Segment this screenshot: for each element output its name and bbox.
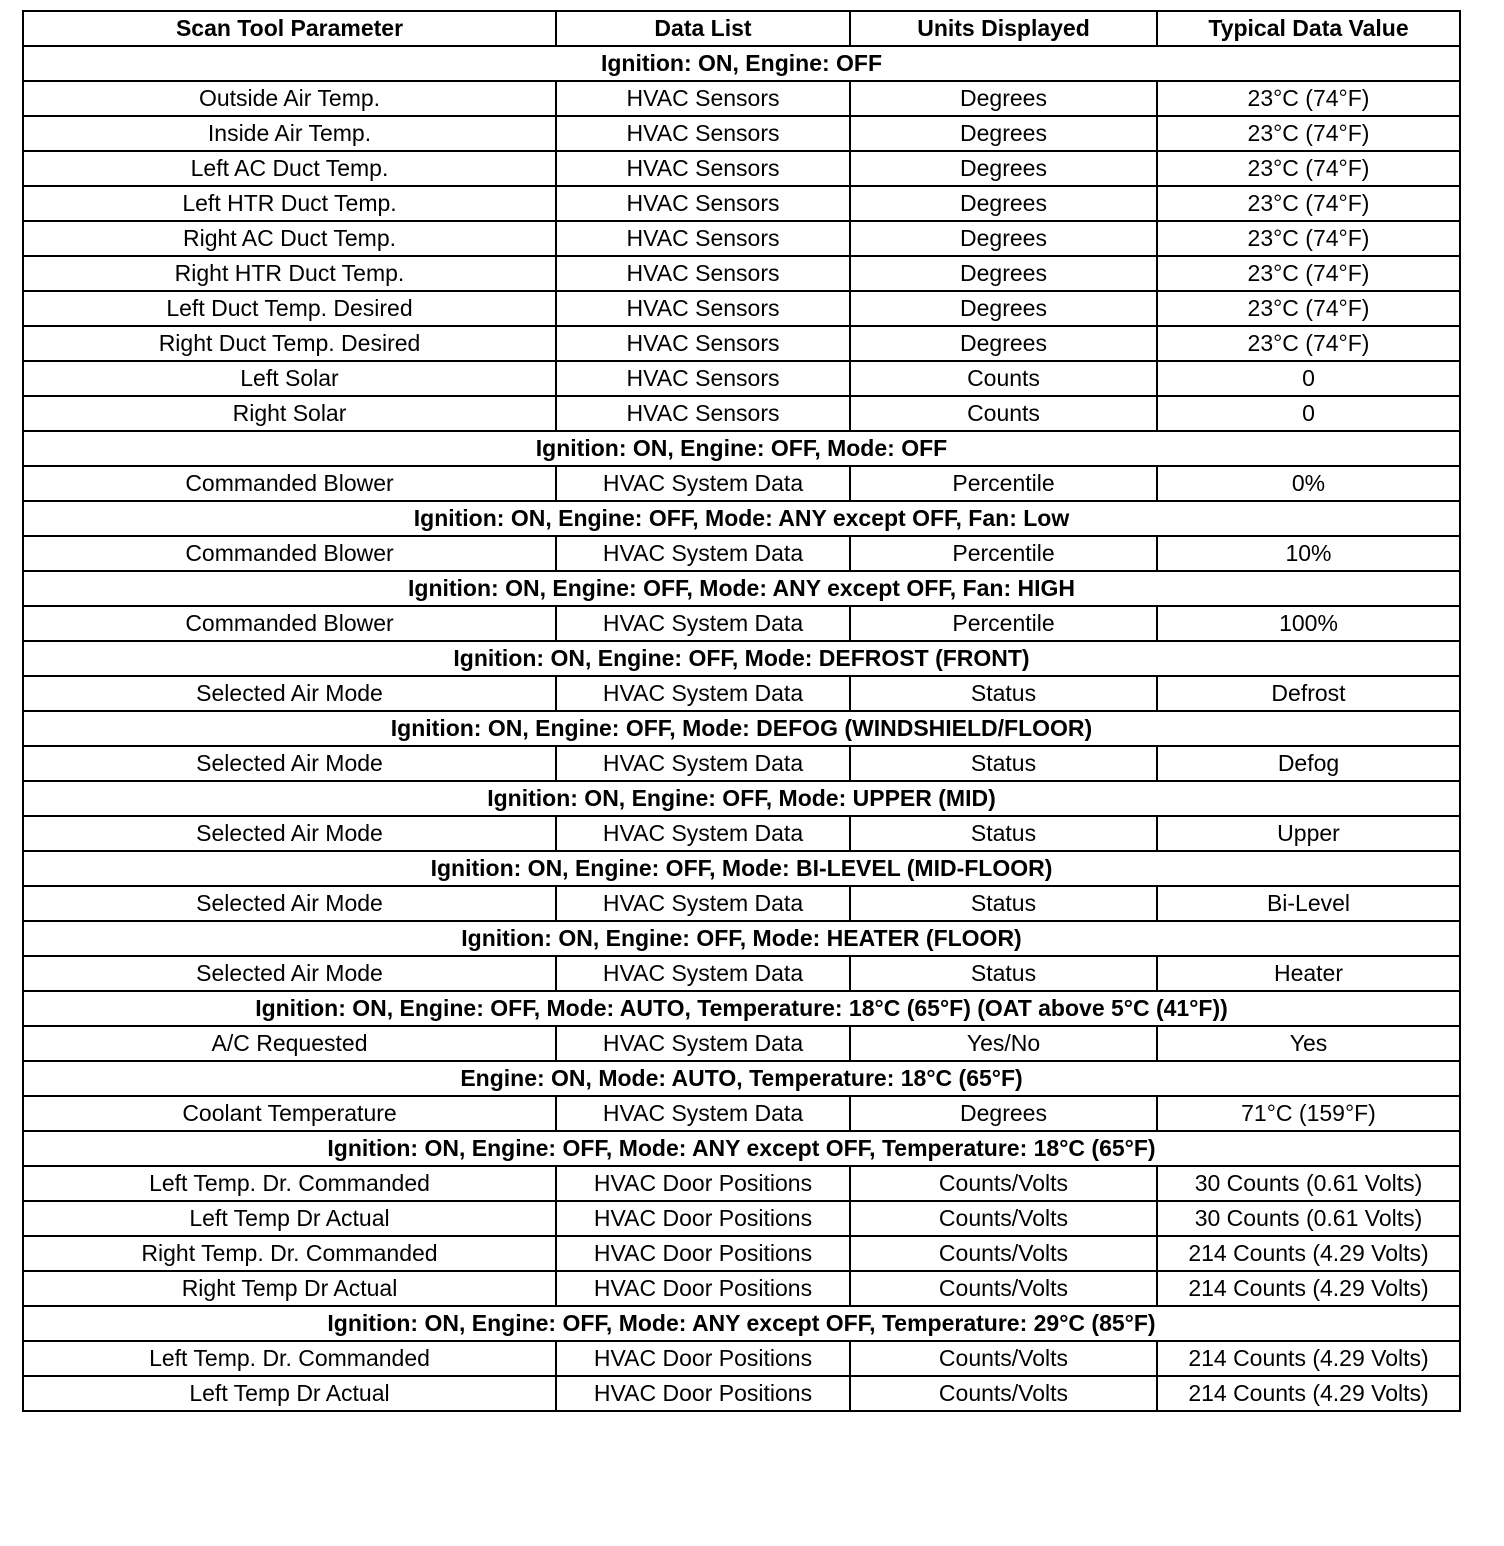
parameter-cell: Left Temp. Dr. Commanded bbox=[23, 1166, 556, 1201]
condition-row bbox=[23, 921, 1460, 956]
table-row bbox=[23, 1026, 1460, 1061]
units-cell: Degrees bbox=[850, 116, 1157, 151]
table-row bbox=[23, 221, 1460, 256]
condition-label: Ignition: ON, Engine: OFF, Mode: BI-LEVEL (MID-FLOOR) bbox=[23, 851, 1460, 886]
units-cell: Degrees bbox=[850, 291, 1157, 326]
table-row bbox=[23, 291, 1460, 326]
typical-value-cell: 23°C (74°F) bbox=[1157, 326, 1460, 361]
typical-value-cell: Bi-Level bbox=[1157, 886, 1460, 921]
condition-row bbox=[23, 1061, 1460, 1096]
parameter-cell: Right AC Duct Temp. bbox=[23, 221, 556, 256]
data-list-cell: HVAC System Data bbox=[556, 1026, 850, 1061]
typical-value-cell: 10% bbox=[1157, 536, 1460, 571]
table-row bbox=[23, 1271, 1460, 1306]
data-list-cell: HVAC Sensors bbox=[556, 186, 850, 221]
units-cell: Counts bbox=[850, 396, 1157, 431]
table-row bbox=[23, 606, 1460, 641]
data-list-cell: HVAC System Data bbox=[556, 746, 850, 781]
parameter-cell: Right Duct Temp. Desired bbox=[23, 326, 556, 361]
condition-row bbox=[23, 711, 1460, 746]
parameter-cell: Right Temp Dr Actual bbox=[23, 1271, 556, 1306]
condition-row bbox=[23, 1306, 1460, 1341]
condition-row bbox=[23, 1131, 1460, 1166]
parameter-cell: Left Temp. Dr. Commanded bbox=[23, 1341, 556, 1376]
condition-row bbox=[23, 851, 1460, 886]
parameter-cell: Left Temp Dr Actual bbox=[23, 1376, 556, 1411]
typical-value-cell: 23°C (74°F) bbox=[1157, 256, 1460, 291]
units-cell: Degrees bbox=[850, 1096, 1157, 1131]
units-cell: Degrees bbox=[850, 221, 1157, 256]
parameter-cell: Selected Air Mode bbox=[23, 816, 556, 851]
condition-label: Ignition: ON, Engine: OFF, Mode: ANY except OFF, Temperature: 29°C (85°F) bbox=[23, 1306, 1460, 1341]
condition-label: Ignition: ON, Engine: OFF, Mode: ANY except OFF, Temperature: 18°C (65°F) bbox=[23, 1131, 1460, 1166]
condition-row bbox=[23, 501, 1460, 536]
typical-value-cell: Yes bbox=[1157, 1026, 1460, 1061]
condition-label: Ignition: ON, Engine: OFF, Mode: DEFOG (WINDSHIELD/FLOOR) bbox=[23, 711, 1460, 746]
condition-label: Ignition: ON, Engine: OFF, Mode: AUTO, Temperature: 18°C (65°F) (OAT above 5°C (41°F)) bbox=[23, 991, 1460, 1026]
data-list-cell: HVAC System Data bbox=[556, 956, 850, 991]
parameter-cell: Outside Air Temp. bbox=[23, 81, 556, 116]
data-list-cell: HVAC Door Positions bbox=[556, 1271, 850, 1306]
parameter-cell: Commanded Blower bbox=[23, 606, 556, 641]
units-cell: Degrees bbox=[850, 256, 1157, 291]
typical-value-cell: 214 Counts (4.29 Volts) bbox=[1157, 1341, 1460, 1376]
typical-value-cell: Upper bbox=[1157, 816, 1460, 851]
condition-row bbox=[23, 571, 1460, 606]
parameter-cell: Left AC Duct Temp. bbox=[23, 151, 556, 186]
scan-tool-data-table bbox=[22, 10, 1461, 1412]
data-list-cell: HVAC Sensors bbox=[556, 151, 850, 186]
table-row bbox=[23, 326, 1460, 361]
parameter-cell: Right Temp. Dr. Commanded bbox=[23, 1236, 556, 1271]
condition-label: Ignition: ON, Engine: OFF, Mode: HEATER (FLOOR) bbox=[23, 921, 1460, 956]
table-row bbox=[23, 1341, 1460, 1376]
units-cell: Counts bbox=[850, 361, 1157, 396]
header-row bbox=[23, 11, 1460, 46]
units-cell: Counts/Volts bbox=[850, 1341, 1157, 1376]
data-list-cell: HVAC System Data bbox=[556, 466, 850, 501]
data-list-cell: HVAC Sensors bbox=[556, 361, 850, 396]
typical-value-cell: Defog bbox=[1157, 746, 1460, 781]
data-list-cell: HVAC Sensors bbox=[556, 396, 850, 431]
table-row bbox=[23, 1096, 1460, 1131]
parameter-cell: Right HTR Duct Temp. bbox=[23, 256, 556, 291]
typical-value-cell: 0 bbox=[1157, 361, 1460, 396]
data-list-cell: HVAC Door Positions bbox=[556, 1166, 850, 1201]
data-list-cell: HVAC Sensors bbox=[556, 291, 850, 326]
table-row bbox=[23, 81, 1460, 116]
units-cell: Degrees bbox=[850, 326, 1157, 361]
units-cell: Status bbox=[850, 816, 1157, 851]
condition-label: Ignition: ON, Engine: OFF, Mode: ANY except OFF, Fan: HIGH bbox=[23, 571, 1460, 606]
table-row bbox=[23, 256, 1460, 291]
units-cell: Yes/No bbox=[850, 1026, 1157, 1061]
units-cell: Counts/Volts bbox=[850, 1201, 1157, 1236]
table-row bbox=[23, 151, 1460, 186]
data-list-cell: HVAC Door Positions bbox=[556, 1201, 850, 1236]
table-row bbox=[23, 956, 1460, 991]
units-cell: Status bbox=[850, 676, 1157, 711]
data-list-cell: HVAC System Data bbox=[556, 676, 850, 711]
data-list-cell: HVAC Sensors bbox=[556, 116, 850, 151]
parameter-cell: Selected Air Mode bbox=[23, 676, 556, 711]
table-row bbox=[23, 116, 1460, 151]
condition-row bbox=[23, 991, 1460, 1026]
parameter-cell: Commanded Blower bbox=[23, 466, 556, 501]
data-list-cell: HVAC System Data bbox=[556, 606, 850, 641]
table-row bbox=[23, 1201, 1460, 1236]
parameter-cell: Inside Air Temp. bbox=[23, 116, 556, 151]
condition-label: Ignition: ON, Engine: OFF, Mode: OFF bbox=[23, 431, 1460, 466]
parameter-cell: Left HTR Duct Temp. bbox=[23, 186, 556, 221]
condition-row bbox=[23, 641, 1460, 676]
typical-value-cell: 214 Counts (4.29 Volts) bbox=[1157, 1271, 1460, 1306]
typical-value-cell: 23°C (74°F) bbox=[1157, 81, 1460, 116]
table-row bbox=[23, 816, 1460, 851]
table-body bbox=[23, 46, 1460, 1411]
data-list-cell: HVAC System Data bbox=[556, 816, 850, 851]
parameter-cell: Selected Air Mode bbox=[23, 956, 556, 991]
data-list-cell: HVAC Sensors bbox=[556, 81, 850, 116]
units-cell: Status bbox=[850, 886, 1157, 921]
typical-value-cell: 0 bbox=[1157, 396, 1460, 431]
condition-label: Ignition: ON, Engine: OFF, Mode: UPPER (MID) bbox=[23, 781, 1460, 816]
typical-value-cell: 0% bbox=[1157, 466, 1460, 501]
typical-value-cell: 214 Counts (4.29 Volts) bbox=[1157, 1236, 1460, 1271]
table-row bbox=[23, 1376, 1460, 1411]
parameter-cell: Left Temp Dr Actual bbox=[23, 1201, 556, 1236]
typical-value-cell: 30 Counts (0.61 Volts) bbox=[1157, 1166, 1460, 1201]
parameter-cell: Right Solar bbox=[23, 396, 556, 431]
units-cell: Status bbox=[850, 956, 1157, 991]
parameter-cell: A/C Requested bbox=[23, 1026, 556, 1061]
parameter-cell: Left Solar bbox=[23, 361, 556, 396]
data-list-cell: HVAC Sensors bbox=[556, 326, 850, 361]
table-row bbox=[23, 186, 1460, 221]
condition-label: Ignition: ON, Engine: OFF, Mode: DEFROST (FRONT) bbox=[23, 641, 1460, 676]
table-row bbox=[23, 746, 1460, 781]
header-data-list: Data List bbox=[556, 11, 850, 46]
typical-value-cell: 23°C (74°F) bbox=[1157, 151, 1460, 186]
typical-value-cell: 100% bbox=[1157, 606, 1460, 641]
typical-value-cell: 30 Counts (0.61 Volts) bbox=[1157, 1201, 1460, 1236]
data-list-cell: HVAC Sensors bbox=[556, 256, 850, 291]
typical-value-cell: Heater bbox=[1157, 956, 1460, 991]
table-row bbox=[23, 536, 1460, 571]
header-units-displayed: Units Displayed bbox=[850, 11, 1157, 46]
units-cell: Percentile bbox=[850, 606, 1157, 641]
units-cell: Counts/Volts bbox=[850, 1166, 1157, 1201]
parameter-cell: Selected Air Mode bbox=[23, 886, 556, 921]
header-scan-tool-parameter: Scan Tool Parameter bbox=[23, 11, 556, 46]
parameter-cell: Coolant Temperature bbox=[23, 1096, 556, 1131]
table-row bbox=[23, 1166, 1460, 1201]
condition-row bbox=[23, 46, 1460, 81]
condition-label: Engine: ON, Mode: AUTO, Temperature: 18°C (65°F) bbox=[23, 1061, 1460, 1096]
typical-value-cell: 23°C (74°F) bbox=[1157, 116, 1460, 151]
header-typical-data-value: Typical Data Value bbox=[1157, 11, 1460, 46]
typical-value-cell: 214 Counts (4.29 Volts) bbox=[1157, 1376, 1460, 1411]
units-cell: Percentile bbox=[850, 466, 1157, 501]
data-list-cell: HVAC Sensors bbox=[556, 221, 850, 256]
condition-row bbox=[23, 431, 1460, 466]
table-row bbox=[23, 361, 1460, 396]
typical-value-cell: Defrost bbox=[1157, 676, 1460, 711]
units-cell: Degrees bbox=[850, 186, 1157, 221]
table-row bbox=[23, 676, 1460, 711]
condition-row bbox=[23, 781, 1460, 816]
data-list-cell: HVAC Door Positions bbox=[556, 1341, 850, 1376]
data-list-cell: HVAC Door Positions bbox=[556, 1236, 850, 1271]
data-list-cell: HVAC System Data bbox=[556, 536, 850, 571]
data-list-cell: HVAC System Data bbox=[556, 1096, 850, 1131]
typical-value-cell: 23°C (74°F) bbox=[1157, 291, 1460, 326]
table-row bbox=[23, 396, 1460, 431]
units-cell: Status bbox=[850, 746, 1157, 781]
condition-label: Ignition: ON, Engine: OFF, Mode: ANY except OFF, Fan: Low bbox=[23, 501, 1460, 536]
typical-value-cell: 71°C (159°F) bbox=[1157, 1096, 1460, 1131]
table-row bbox=[23, 1236, 1460, 1271]
parameter-cell: Left Duct Temp. Desired bbox=[23, 291, 556, 326]
parameter-cell: Commanded Blower bbox=[23, 536, 556, 571]
data-list-cell: HVAC Door Positions bbox=[556, 1376, 850, 1411]
typical-value-cell: 23°C (74°F) bbox=[1157, 221, 1460, 256]
condition-label: Ignition: ON, Engine: OFF bbox=[23, 46, 1460, 81]
typical-value-cell: 23°C (74°F) bbox=[1157, 186, 1460, 221]
units-cell: Counts/Volts bbox=[850, 1376, 1157, 1411]
units-cell: Degrees bbox=[850, 81, 1157, 116]
units-cell: Counts/Volts bbox=[850, 1271, 1157, 1306]
data-list-cell: HVAC System Data bbox=[556, 886, 850, 921]
table-row bbox=[23, 886, 1460, 921]
parameter-cell: Selected Air Mode bbox=[23, 746, 556, 781]
units-cell: Percentile bbox=[850, 536, 1157, 571]
units-cell: Counts/Volts bbox=[850, 1236, 1157, 1271]
units-cell: Degrees bbox=[850, 151, 1157, 186]
table-row bbox=[23, 466, 1460, 501]
